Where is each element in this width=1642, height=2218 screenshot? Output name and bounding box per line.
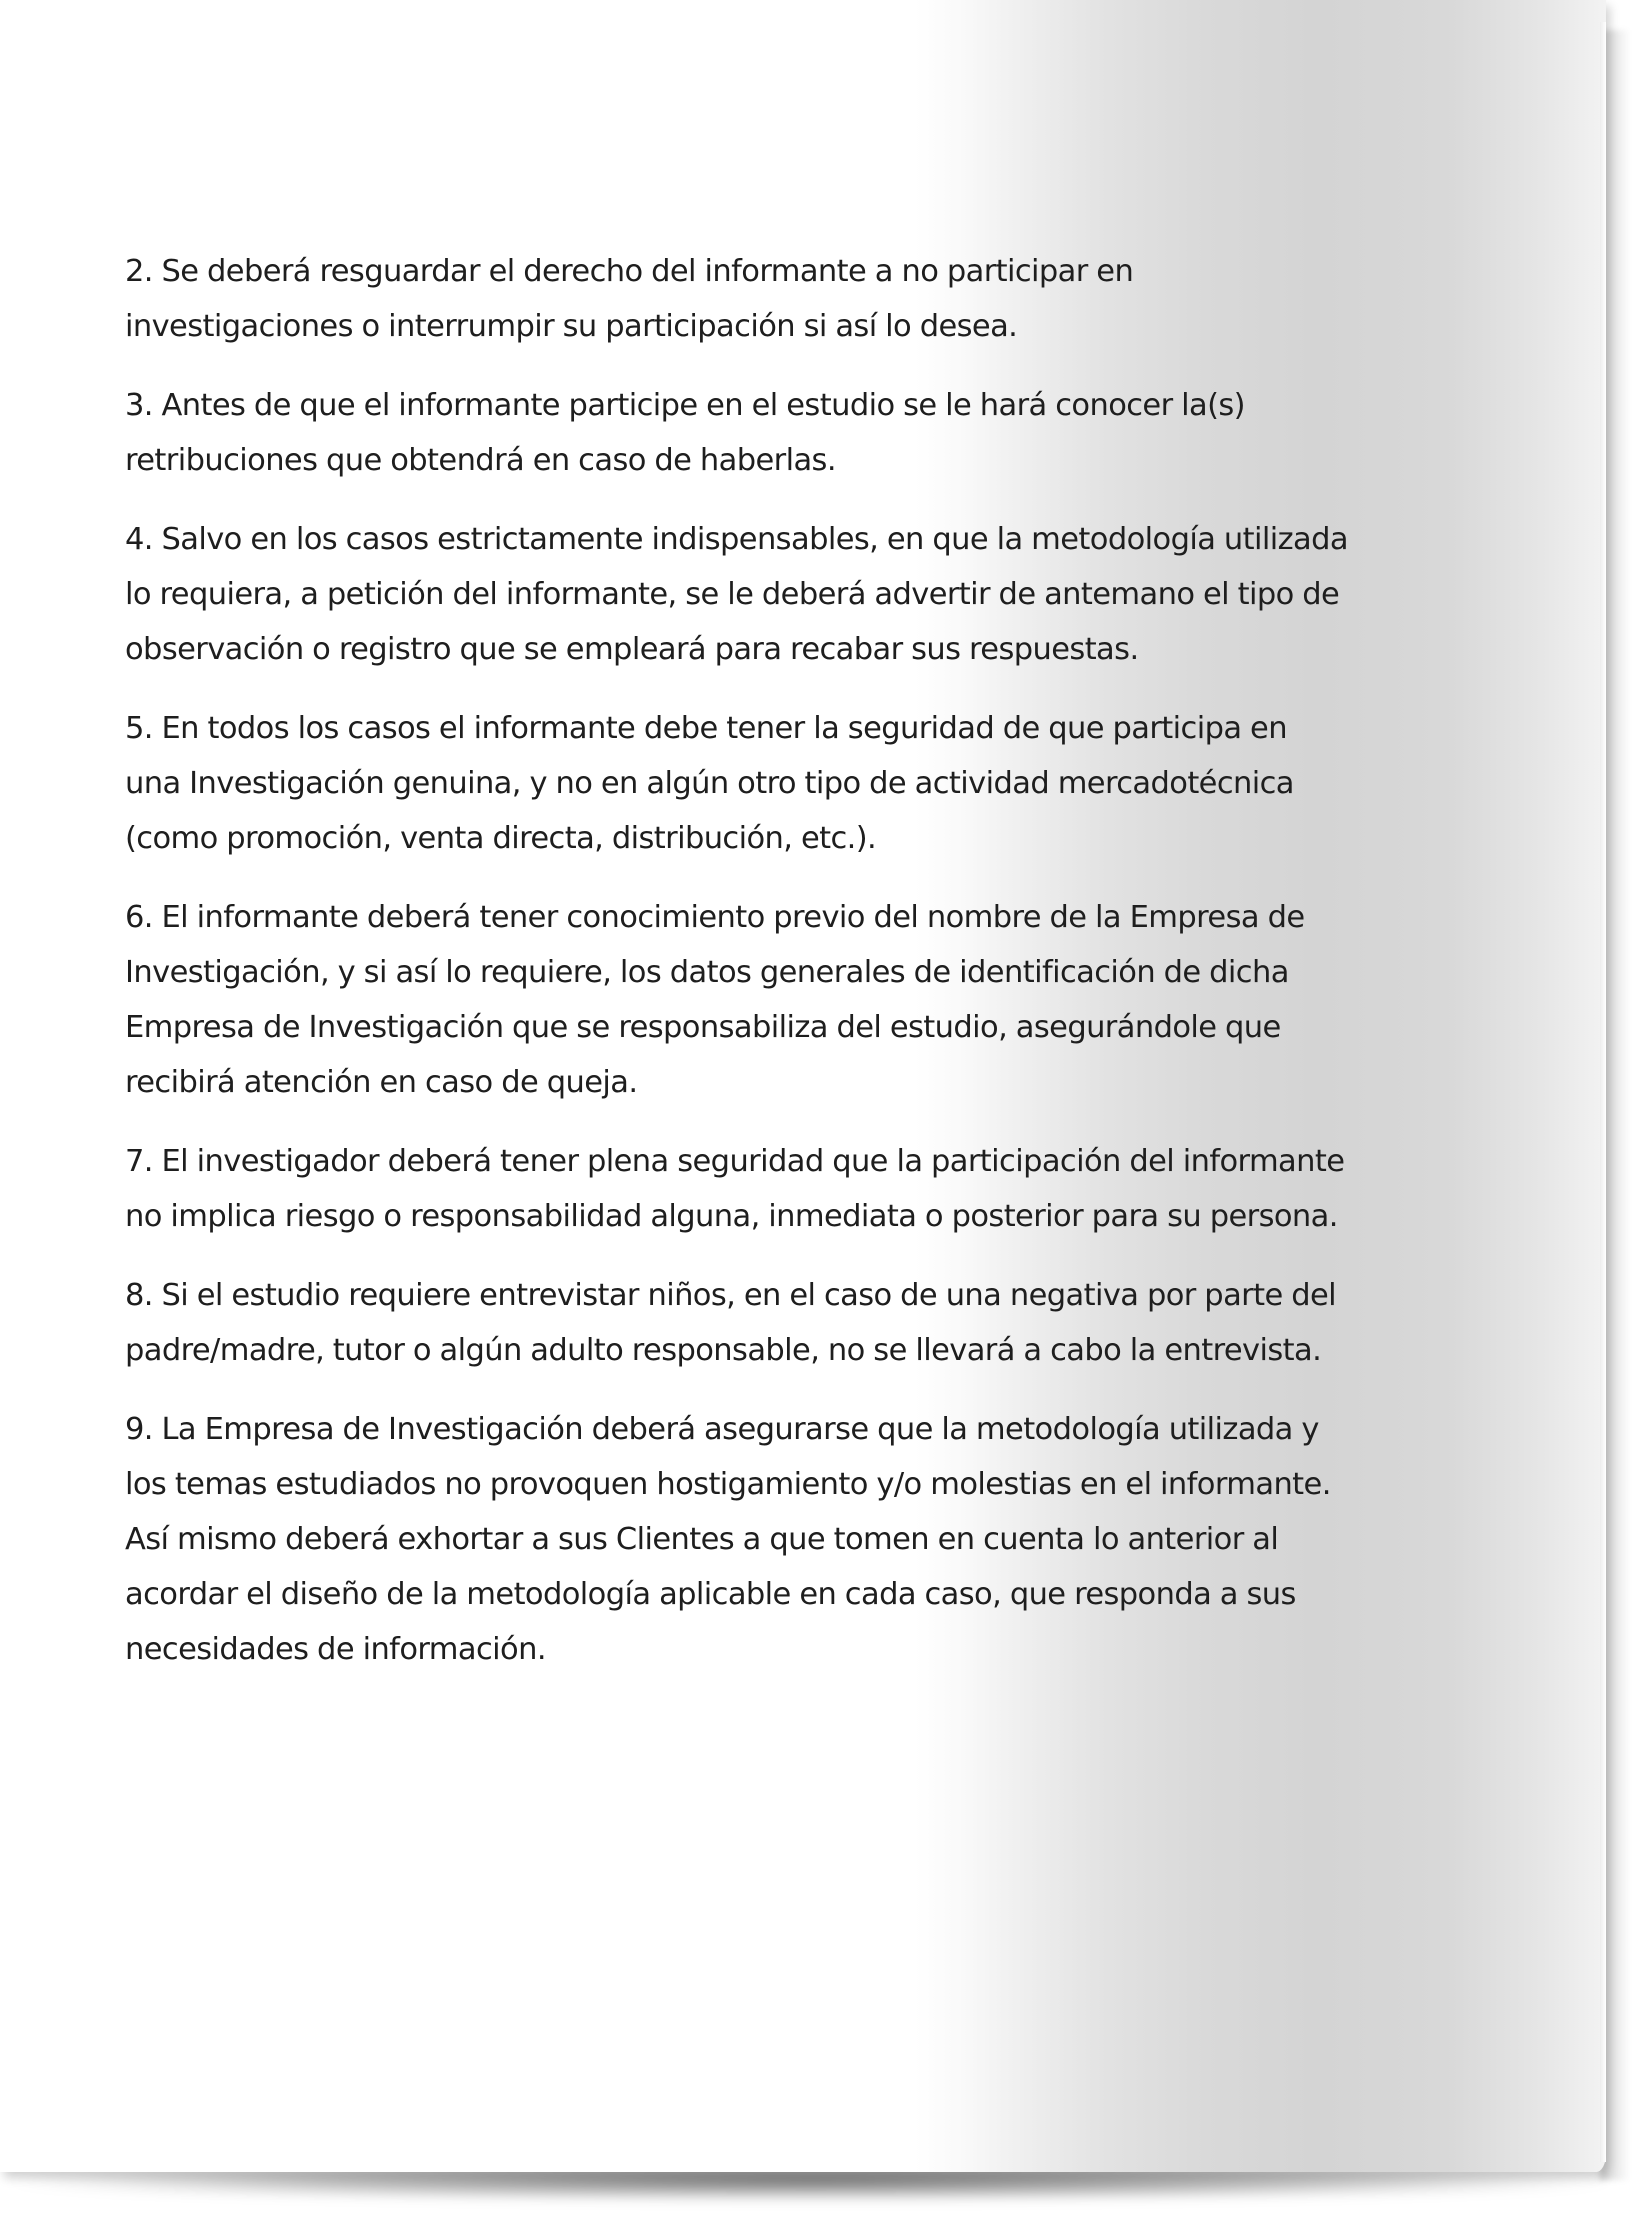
text-line: Así mismo deberá exhortar a sus Clientes a que tomen en cuenta lo anterior al — [125, 1522, 1279, 1557]
text-line: 6. El informante deberá tener conocimiento previo del nombre de la Empresa de — [125, 900, 1305, 935]
paragraph-2 — [125, 244, 1475, 354]
text-line: 4. Salvo en los casos estrictamente indispensables, en que la metodología utilizada — [125, 522, 1348, 557]
text-line: no implica riesgo o responsabilidad alguna, inmediata o posterior para su persona. — [125, 1199, 1338, 1234]
text-line: necesidades de información. — [125, 1632, 546, 1667]
text-line: (como promoción, venta directa, distribución, etc.). — [125, 821, 877, 856]
paragraph-7 — [125, 1134, 1475, 1244]
text-line: 5. En todos los casos el informante debe tener la seguridad de que participa en — [125, 711, 1287, 746]
paragraph-8 — [125, 1268, 1475, 1378]
paragraph-9 — [125, 1402, 1475, 1677]
text-line: observación o registro que se empleará para recabar sus respuestas. — [125, 632, 1139, 667]
text-line: recibirá atención en caso de queja. — [125, 1065, 638, 1100]
page-body — [125, 244, 1475, 1701]
paragraph-6 — [125, 890, 1475, 1110]
text-line: 8. Si el estudio requiere entrevistar niños, en el caso de una negativa por parte del — [125, 1278, 1337, 1313]
paragraph-4 — [125, 512, 1475, 677]
text-line: lo requiera, a petición del informante, se le deberá advertir de antemano el tipo de — [125, 577, 1340, 612]
text-line: Empresa de Investigación que se responsabiliza del estudio, asegurándole que — [125, 1010, 1281, 1045]
paragraph-5 — [125, 701, 1475, 866]
text-line: acordar el diseño de la metodología aplicable en cada caso, que responda a sus — [125, 1577, 1296, 1612]
text-line: 7. El investigador deberá tener plena seguridad que la participación del informante — [125, 1144, 1345, 1179]
text-line: retribuciones que obtendrá en caso de haberlas. — [125, 443, 836, 478]
page-curl-edge — [1600, 22, 1606, 2162]
text-line: 2. Se deberá resguardar el derecho del informante a no participar en — [125, 254, 1134, 289]
text-line: una Investigación genuina, y no en algún otro tipo de actividad mercadotécnica — [125, 766, 1294, 801]
text-line: padre/madre, tutor o algún adulto responsable, no se llevará a cabo la entrevista. — [125, 1333, 1322, 1368]
text-line: los temas estudiados no provoquen hostigamiento y/o molestias en el informante. — [125, 1467, 1331, 1502]
text-line: 3. Antes de que el informante participe en el estudio se le hará conocer la(s) — [125, 388, 1245, 423]
text-line: Investigación, y si así lo requiere, los datos generales de identificación de dicha — [125, 955, 1289, 990]
paragraph-3 — [125, 378, 1475, 488]
text-line: 9. La Empresa de Investigación deberá asegurarse que la metodología utilizada y — [125, 1412, 1319, 1447]
text-line: investigaciones o interrumpir su participación si así lo desea. — [125, 309, 1018, 344]
